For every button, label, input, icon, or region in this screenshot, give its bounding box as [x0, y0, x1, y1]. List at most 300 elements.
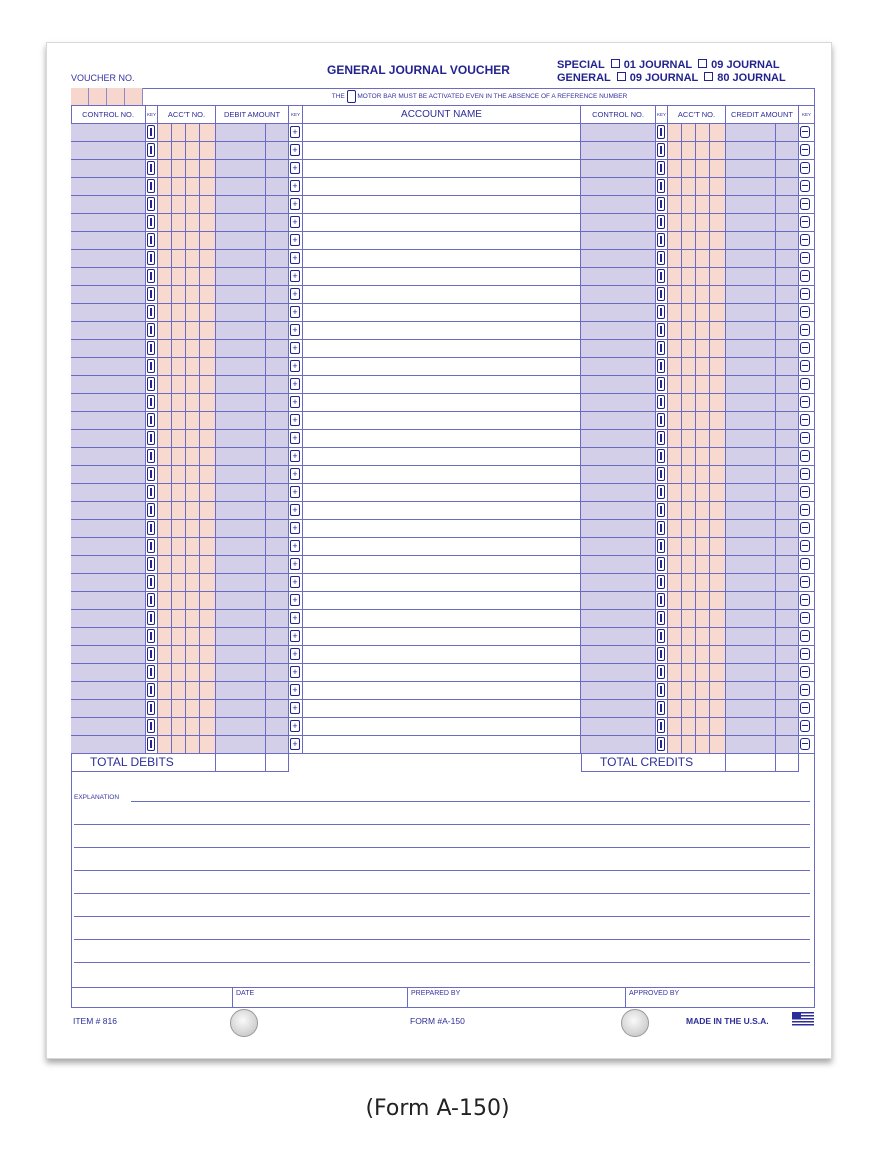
account-name-cell[interactable]	[303, 286, 581, 303]
credit-control-no-cell[interactable]	[581, 448, 656, 465]
debit-control-no-cell[interactable]	[71, 322, 146, 339]
credit-acct-3-cell[interactable]	[696, 502, 710, 519]
credit-sign-cell[interactable]	[799, 286, 815, 303]
credit-control-no-cell[interactable]	[581, 700, 656, 717]
credit-sign-cell[interactable]	[799, 664, 815, 681]
debit-key-cell[interactable]	[146, 628, 158, 645]
credit-acct-4-cell[interactable]	[710, 628, 726, 645]
debit-acct-4-cell[interactable]	[200, 538, 216, 555]
debit-amount-cell[interactable]	[216, 214, 266, 231]
debit-control-no-cell[interactable]	[71, 160, 146, 177]
debit-sign-cell[interactable]	[289, 268, 303, 285]
debit-acct-3-cell[interactable]	[186, 196, 200, 213]
debit-cents-cell[interactable]	[266, 466, 289, 483]
credit-acct-4-cell[interactable]	[710, 376, 726, 393]
debit-acct-3-cell[interactable]	[186, 178, 200, 195]
account-name-cell[interactable]	[303, 502, 581, 519]
debit-control-no-cell[interactable]	[71, 250, 146, 267]
debit-acct-4-cell[interactable]	[200, 484, 216, 501]
debit-control-no-cell[interactable]	[71, 178, 146, 195]
credit-acct-3-cell[interactable]	[696, 268, 710, 285]
credit-acct-3-cell[interactable]	[696, 160, 710, 177]
debit-acct-3-cell[interactable]	[186, 250, 200, 267]
credit-sign-cell[interactable]	[799, 448, 815, 465]
credit-control-no-cell[interactable]	[581, 412, 656, 429]
credit-amount-cell[interactable]	[726, 286, 776, 303]
debit-control-no-cell[interactable]	[71, 142, 146, 159]
date-field[interactable]	[233, 987, 408, 1008]
credit-cents-cell[interactable]	[776, 412, 799, 429]
debit-acct-4-cell[interactable]	[200, 664, 216, 681]
debit-cents-cell[interactable]	[266, 412, 289, 429]
debit-acct-4-cell[interactable]	[200, 628, 216, 645]
debit-control-no-cell[interactable]	[71, 664, 146, 681]
debit-key-cell[interactable]	[146, 232, 158, 249]
credit-acct-3-cell[interactable]	[696, 430, 710, 447]
debit-sign-cell[interactable]	[289, 448, 303, 465]
debit-amount-cell[interactable]	[216, 466, 266, 483]
credit-cents-cell[interactable]	[776, 214, 799, 231]
credit-acct-3-cell[interactable]	[696, 124, 710, 141]
debit-key-cell[interactable]	[146, 574, 158, 591]
credit-acct-4-cell[interactable]	[710, 466, 726, 483]
account-name-cell[interactable]	[303, 682, 581, 699]
debit-cents-cell[interactable]	[266, 430, 289, 447]
credit-acct-3-cell[interactable]	[696, 484, 710, 501]
credit-acct-3-cell[interactable]	[696, 394, 710, 411]
credit-acct-2-cell[interactable]	[682, 664, 696, 681]
credit-sign-cell[interactable]	[799, 484, 815, 501]
voucher-digit-1[interactable]	[71, 88, 89, 106]
debit-acct-4-cell[interactable]	[200, 124, 216, 141]
debit-amount-cell[interactable]	[216, 430, 266, 447]
debit-sign-cell[interactable]	[289, 484, 303, 501]
credit-acct-2-cell[interactable]	[682, 340, 696, 357]
debit-acct-1-cell[interactable]	[158, 340, 172, 357]
credit-key-cell[interactable]	[656, 592, 668, 609]
debit-sign-cell[interactable]	[289, 466, 303, 483]
credit-control-no-cell[interactable]	[581, 736, 656, 753]
debit-acct-4-cell[interactable]	[200, 376, 216, 393]
debit-acct-3-cell[interactable]	[186, 520, 200, 537]
debit-acct-1-cell[interactable]	[158, 682, 172, 699]
credit-acct-1-cell[interactable]	[668, 340, 682, 357]
credit-acct-1-cell[interactable]	[668, 214, 682, 231]
credit-acct-1-cell[interactable]	[668, 160, 682, 177]
credit-acct-1-cell[interactable]	[668, 466, 682, 483]
debit-amount-cell[interactable]	[216, 502, 266, 519]
credit-control-no-cell[interactable]	[581, 592, 656, 609]
credit-acct-1-cell[interactable]	[668, 250, 682, 267]
debit-acct-1-cell[interactable]	[158, 466, 172, 483]
debit-amount-cell[interactable]	[216, 574, 266, 591]
debit-key-cell[interactable]	[146, 394, 158, 411]
account-name-cell[interactable]	[303, 520, 581, 537]
debit-acct-1-cell[interactable]	[158, 700, 172, 717]
credit-acct-4-cell[interactable]	[710, 322, 726, 339]
credit-acct-1-cell[interactable]	[668, 520, 682, 537]
debit-amount-cell[interactable]	[216, 124, 266, 141]
debit-acct-3-cell[interactable]	[186, 376, 200, 393]
credit-amount-cell[interactable]	[726, 484, 776, 501]
credit-acct-2-cell[interactable]	[682, 286, 696, 303]
credit-cents-cell[interactable]	[776, 322, 799, 339]
credit-acct-4-cell[interactable]	[710, 178, 726, 195]
debit-acct-3-cell[interactable]	[186, 232, 200, 249]
credit-control-no-cell[interactable]	[581, 646, 656, 663]
debit-amount-cell[interactable]	[216, 322, 266, 339]
debit-amount-cell[interactable]	[216, 646, 266, 663]
debit-control-no-cell[interactable]	[71, 214, 146, 231]
debit-acct-3-cell[interactable]	[186, 268, 200, 285]
credit-cents-cell[interactable]	[776, 250, 799, 267]
explanation-line[interactable]	[74, 847, 810, 848]
credit-key-cell[interactable]	[656, 394, 668, 411]
debit-key-cell[interactable]	[146, 160, 158, 177]
credit-acct-3-cell[interactable]	[696, 448, 710, 465]
debit-sign-cell[interactable]	[289, 520, 303, 537]
debit-amount-cell[interactable]	[216, 268, 266, 285]
credit-control-no-cell[interactable]	[581, 556, 656, 573]
credit-acct-4-cell[interactable]	[710, 646, 726, 663]
credit-cents-cell[interactable]	[776, 376, 799, 393]
checkbox-special-01[interactable]	[611, 59, 620, 68]
credit-amount-cell[interactable]	[726, 646, 776, 663]
credit-sign-cell[interactable]	[799, 358, 815, 375]
debit-key-cell[interactable]	[146, 502, 158, 519]
credit-acct-2-cell[interactable]	[682, 592, 696, 609]
debit-cents-cell[interactable]	[266, 736, 289, 753]
debit-acct-2-cell[interactable]	[172, 304, 186, 321]
debit-acct-4-cell[interactable]	[200, 574, 216, 591]
debit-key-cell[interactable]	[146, 430, 158, 447]
credit-cents-cell[interactable]	[776, 286, 799, 303]
credit-control-no-cell[interactable]	[581, 466, 656, 483]
debit-key-cell[interactable]	[146, 466, 158, 483]
account-name-cell[interactable]	[303, 592, 581, 609]
debit-acct-3-cell[interactable]	[186, 538, 200, 555]
voucher-digit-4[interactable]	[125, 88, 143, 106]
credit-control-no-cell[interactable]	[581, 610, 656, 627]
credit-acct-2-cell[interactable]	[682, 448, 696, 465]
account-name-cell[interactable]	[303, 448, 581, 465]
credit-sign-cell[interactable]	[799, 700, 815, 717]
credit-key-cell[interactable]	[656, 250, 668, 267]
debit-acct-2-cell[interactable]	[172, 160, 186, 177]
credit-amount-cell[interactable]	[726, 556, 776, 573]
debit-acct-3-cell[interactable]	[186, 286, 200, 303]
debit-acct-4-cell[interactable]	[200, 736, 216, 753]
credit-control-no-cell[interactable]	[581, 484, 656, 501]
debit-acct-1-cell[interactable]	[158, 484, 172, 501]
credit-acct-2-cell[interactable]	[682, 412, 696, 429]
credit-key-cell[interactable]	[656, 538, 668, 555]
debit-sign-cell[interactable]	[289, 592, 303, 609]
credit-key-cell[interactable]	[656, 430, 668, 447]
debit-sign-cell[interactable]	[289, 646, 303, 663]
account-name-cell[interactable]	[303, 538, 581, 555]
credit-amount-cell[interactable]	[726, 268, 776, 285]
debit-sign-cell[interactable]	[289, 124, 303, 141]
credit-acct-4-cell[interactable]	[710, 556, 726, 573]
explanation-line[interactable]	[74, 824, 810, 825]
credit-key-cell[interactable]	[656, 700, 668, 717]
debit-acct-3-cell[interactable]	[186, 682, 200, 699]
explanation-line[interactable]	[74, 962, 810, 963]
debit-control-no-cell[interactable]	[71, 232, 146, 249]
credit-cents-cell[interactable]	[776, 574, 799, 591]
credit-cents-cell[interactable]	[776, 484, 799, 501]
account-name-cell[interactable]	[303, 232, 581, 249]
debit-acct-4-cell[interactable]	[200, 646, 216, 663]
debit-acct-4-cell[interactable]	[200, 430, 216, 447]
account-name-cell[interactable]	[303, 250, 581, 267]
debit-amount-cell[interactable]	[216, 610, 266, 627]
credit-acct-2-cell[interactable]	[682, 646, 696, 663]
credit-cents-cell[interactable]	[776, 268, 799, 285]
credit-acct-1-cell[interactable]	[668, 484, 682, 501]
debit-sign-cell[interactable]	[289, 232, 303, 249]
credit-acct-2-cell[interactable]	[682, 196, 696, 213]
debit-cents-cell[interactable]	[266, 520, 289, 537]
credit-key-cell[interactable]	[656, 682, 668, 699]
debit-acct-1-cell[interactable]	[158, 358, 172, 375]
credit-acct-1-cell[interactable]	[668, 664, 682, 681]
account-name-cell[interactable]	[303, 196, 581, 213]
credit-acct-2-cell[interactable]	[682, 268, 696, 285]
credit-sign-cell[interactable]	[799, 646, 815, 663]
credit-amount-cell[interactable]	[726, 358, 776, 375]
credit-cents-cell[interactable]	[776, 448, 799, 465]
debit-sign-cell[interactable]	[289, 196, 303, 213]
debit-acct-2-cell[interactable]	[172, 628, 186, 645]
credit-sign-cell[interactable]	[799, 304, 815, 321]
credit-acct-2-cell[interactable]	[682, 322, 696, 339]
debit-key-cell[interactable]	[146, 268, 158, 285]
debit-amount-cell[interactable]	[216, 592, 266, 609]
credit-cents-cell[interactable]	[776, 520, 799, 537]
debit-sign-cell[interactable]	[289, 178, 303, 195]
debit-key-cell[interactable]	[146, 196, 158, 213]
credit-key-cell[interactable]	[656, 178, 668, 195]
debit-control-no-cell[interactable]	[71, 376, 146, 393]
credit-amount-cell[interactable]	[726, 340, 776, 357]
debit-acct-1-cell[interactable]	[158, 304, 172, 321]
credit-acct-2-cell[interactable]	[682, 178, 696, 195]
debit-key-cell[interactable]	[146, 286, 158, 303]
credit-acct-4-cell[interactable]	[710, 430, 726, 447]
debit-sign-cell[interactable]	[289, 430, 303, 447]
debit-acct-1-cell[interactable]	[158, 718, 172, 735]
credit-acct-4-cell[interactable]	[710, 214, 726, 231]
debit-acct-2-cell[interactable]	[172, 214, 186, 231]
credit-control-no-cell[interactable]	[581, 286, 656, 303]
debit-acct-3-cell[interactable]	[186, 610, 200, 627]
debit-key-cell[interactable]	[146, 682, 158, 699]
debit-acct-2-cell[interactable]	[172, 592, 186, 609]
debit-amount-cell[interactable]	[216, 412, 266, 429]
debit-cents-cell[interactable]	[266, 268, 289, 285]
debit-acct-1-cell[interactable]	[158, 520, 172, 537]
debit-acct-4-cell[interactable]	[200, 340, 216, 357]
credit-amount-cell[interactable]	[726, 430, 776, 447]
credit-amount-cell[interactable]	[726, 160, 776, 177]
debit-acct-3-cell[interactable]	[186, 628, 200, 645]
debit-acct-2-cell[interactable]	[172, 520, 186, 537]
credit-sign-cell[interactable]	[799, 502, 815, 519]
total-credits-cents[interactable]	[776, 753, 799, 772]
credit-sign-cell[interactable]	[799, 340, 815, 357]
credit-acct-3-cell[interactable]	[696, 646, 710, 663]
debit-sign-cell[interactable]	[289, 682, 303, 699]
credit-acct-4-cell[interactable]	[710, 718, 726, 735]
account-name-cell[interactable]	[303, 466, 581, 483]
debit-control-no-cell[interactable]	[71, 682, 146, 699]
credit-acct-3-cell[interactable]	[696, 286, 710, 303]
credit-acct-3-cell[interactable]	[696, 358, 710, 375]
debit-amount-cell[interactable]	[216, 538, 266, 555]
debit-sign-cell[interactable]	[289, 142, 303, 159]
debit-acct-4-cell[interactable]	[200, 718, 216, 735]
debit-acct-2-cell[interactable]	[172, 340, 186, 357]
credit-cents-cell[interactable]	[776, 178, 799, 195]
credit-control-no-cell[interactable]	[581, 502, 656, 519]
credit-sign-cell[interactable]	[799, 232, 815, 249]
credit-key-cell[interactable]	[656, 736, 668, 753]
debit-acct-3-cell[interactable]	[186, 322, 200, 339]
debit-control-no-cell[interactable]	[71, 538, 146, 555]
credit-sign-cell[interactable]	[799, 322, 815, 339]
debit-cents-cell[interactable]	[266, 574, 289, 591]
credit-acct-1-cell[interactable]	[668, 628, 682, 645]
debit-acct-2-cell[interactable]	[172, 538, 186, 555]
debit-key-cell[interactable]	[146, 412, 158, 429]
explanation-line[interactable]	[74, 893, 810, 894]
credit-acct-1-cell[interactable]	[668, 448, 682, 465]
credit-key-cell[interactable]	[656, 286, 668, 303]
credit-control-no-cell[interactable]	[581, 394, 656, 411]
credit-control-no-cell[interactable]	[581, 358, 656, 375]
credit-acct-3-cell[interactable]	[696, 250, 710, 267]
credit-acct-3-cell[interactable]	[696, 340, 710, 357]
debit-key-cell[interactable]	[146, 304, 158, 321]
credit-amount-cell[interactable]	[726, 574, 776, 591]
debit-acct-4-cell[interactable]	[200, 304, 216, 321]
debit-acct-3-cell[interactable]	[186, 466, 200, 483]
debit-acct-1-cell[interactable]	[158, 250, 172, 267]
debit-control-no-cell[interactable]	[71, 736, 146, 753]
debit-acct-4-cell[interactable]	[200, 700, 216, 717]
debit-control-no-cell[interactable]	[71, 502, 146, 519]
debit-acct-4-cell[interactable]	[200, 358, 216, 375]
credit-sign-cell[interactable]	[799, 520, 815, 537]
credit-acct-4-cell[interactable]	[710, 286, 726, 303]
credit-cents-cell[interactable]	[776, 358, 799, 375]
debit-acct-2-cell[interactable]	[172, 574, 186, 591]
credit-sign-cell[interactable]	[799, 142, 815, 159]
credit-control-no-cell[interactable]	[581, 142, 656, 159]
credit-key-cell[interactable]	[656, 448, 668, 465]
credit-cents-cell[interactable]	[776, 682, 799, 699]
credit-control-no-cell[interactable]	[581, 178, 656, 195]
account-name-cell[interactable]	[303, 178, 581, 195]
debit-acct-2-cell[interactable]	[172, 556, 186, 573]
credit-sign-cell[interactable]	[799, 430, 815, 447]
credit-acct-4-cell[interactable]	[710, 484, 726, 501]
credit-key-cell[interactable]	[656, 232, 668, 249]
debit-acct-2-cell[interactable]	[172, 484, 186, 501]
debit-control-no-cell[interactable]	[71, 340, 146, 357]
credit-acct-1-cell[interactable]	[668, 142, 682, 159]
account-name-cell[interactable]	[303, 646, 581, 663]
credit-key-cell[interactable]	[656, 358, 668, 375]
debit-acct-2-cell[interactable]	[172, 286, 186, 303]
credit-acct-2-cell[interactable]	[682, 376, 696, 393]
credit-acct-3-cell[interactable]	[696, 466, 710, 483]
voucher-digit-3[interactable]	[107, 88, 125, 106]
credit-sign-cell[interactable]	[799, 556, 815, 573]
debit-acct-2-cell[interactable]	[172, 178, 186, 195]
credit-acct-4-cell[interactable]	[710, 358, 726, 375]
credit-key-cell[interactable]	[656, 646, 668, 663]
debit-acct-2-cell[interactable]	[172, 466, 186, 483]
credit-sign-cell[interactable]	[799, 574, 815, 591]
credit-key-cell[interactable]	[656, 124, 668, 141]
debit-acct-2-cell[interactable]	[172, 610, 186, 627]
debit-acct-4-cell[interactable]	[200, 232, 216, 249]
credit-control-no-cell[interactable]	[581, 682, 656, 699]
credit-key-cell[interactable]	[656, 466, 668, 483]
debit-cents-cell[interactable]	[266, 448, 289, 465]
credit-key-cell[interactable]	[656, 610, 668, 627]
debit-cents-cell[interactable]	[266, 304, 289, 321]
debit-acct-4-cell[interactable]	[200, 412, 216, 429]
credit-control-no-cell[interactable]	[581, 160, 656, 177]
debit-control-no-cell[interactable]	[71, 610, 146, 627]
credit-acct-4-cell[interactable]	[710, 394, 726, 411]
debit-control-no-cell[interactable]	[71, 628, 146, 645]
credit-sign-cell[interactable]	[799, 736, 815, 753]
credit-amount-cell[interactable]	[726, 700, 776, 717]
credit-acct-2-cell[interactable]	[682, 556, 696, 573]
credit-acct-4-cell[interactable]	[710, 574, 726, 591]
debit-key-cell[interactable]	[146, 484, 158, 501]
debit-key-cell[interactable]	[146, 718, 158, 735]
debit-acct-3-cell[interactable]	[186, 214, 200, 231]
credit-control-no-cell[interactable]	[581, 196, 656, 213]
debit-sign-cell[interactable]	[289, 502, 303, 519]
debit-acct-4-cell[interactable]	[200, 610, 216, 627]
credit-sign-cell[interactable]	[799, 610, 815, 627]
credit-acct-2-cell[interactable]	[682, 466, 696, 483]
debit-cents-cell[interactable]	[266, 664, 289, 681]
debit-cents-cell[interactable]	[266, 214, 289, 231]
debit-acct-2-cell[interactable]	[172, 322, 186, 339]
debit-acct-4-cell[interactable]	[200, 160, 216, 177]
debit-control-no-cell[interactable]	[71, 286, 146, 303]
account-name-cell[interactable]	[303, 358, 581, 375]
debit-amount-cell[interactable]	[216, 556, 266, 573]
credit-control-no-cell[interactable]	[581, 232, 656, 249]
debit-acct-1-cell[interactable]	[158, 214, 172, 231]
debit-cents-cell[interactable]	[266, 178, 289, 195]
credit-acct-1-cell[interactable]	[668, 178, 682, 195]
debit-acct-1-cell[interactable]	[158, 196, 172, 213]
debit-acct-2-cell[interactable]	[172, 358, 186, 375]
credit-acct-2-cell[interactable]	[682, 484, 696, 501]
credit-key-cell[interactable]	[656, 214, 668, 231]
credit-acct-3-cell[interactable]	[696, 520, 710, 537]
